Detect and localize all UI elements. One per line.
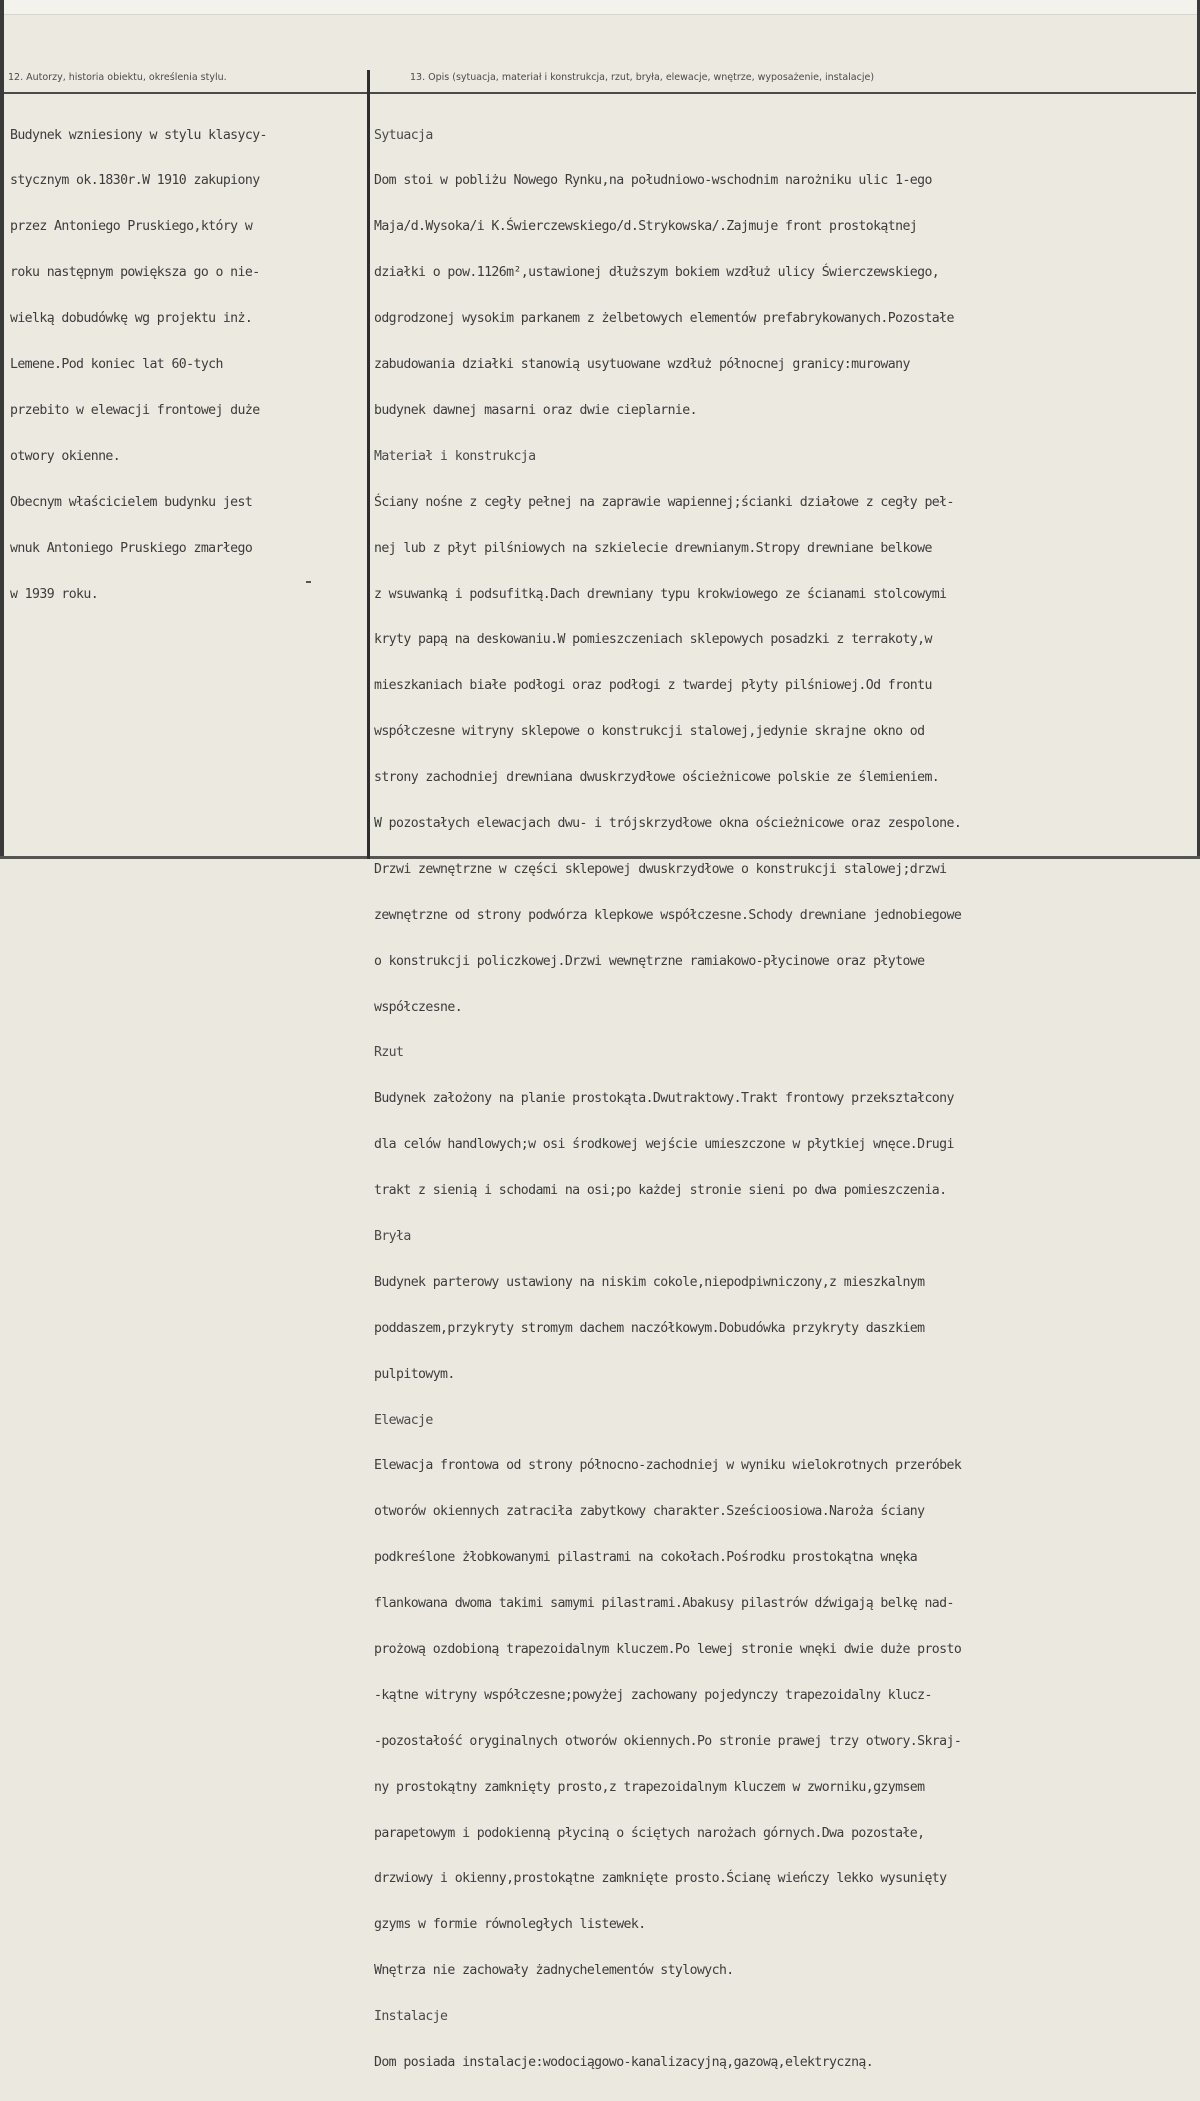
text-line: otworów okiennych zatraciła zabytkowy charakter.Sześcioosiowa.Naroża ściany (374, 1504, 925, 1520)
text-line: przez Antoniego Pruskiego,który w (10, 219, 253, 235)
text-line: Lemene.Pod koniec lat 60-tych (10, 357, 223, 373)
text-line: prożową ozdobioną trapezoidalnym kluczem.Po lewej stronie wnęki dwie duże prosto (374, 1641, 962, 1657)
text-line: współczesne. (374, 999, 463, 1015)
text-line: przebito w elewacji frontowej duże (10, 402, 260, 418)
text-line: flankowana dwoma takimi samymi pilastrami.Abakusy pilastrów dźwigają belkę nad- (374, 1596, 954, 1612)
subheading-elewacje: Elewacje (374, 1412, 433, 1428)
text-line: otwory okienne. (10, 448, 121, 464)
text-line: pulpitowym. (374, 1366, 455, 1382)
text-line: o konstrukcji policzkowej.Drzwi wewnętrzne ramiakowo-płycinowe oraz płytowe (374, 953, 925, 969)
text-line: Dom stoi w pobliżu Nowego Rynku,na południowo-wschodnim narożniku ulic 1-ego (374, 173, 932, 189)
card-left-edge (0, 0, 4, 859)
text-line: Drzwi zewnętrzne w części sklepowej dwuskrzydłowe o konstrukcji stalowej;drzwi (374, 861, 947, 877)
text-line: stycznym ok.1830r.W 1910 zakupiony (10, 173, 260, 189)
subheading-material: Materiał i konstrukcja (374, 448, 536, 464)
text-line: Elewacja frontowa od strony północno-zachodniej w wyniku wielokrotnych przeróbek (374, 1458, 962, 1474)
stray-pencil-mark (306, 581, 311, 583)
text-line: ny prostokątny zamknięty prosto,z trapezoidalnym kluczem w zworniku,gzymsem (374, 1779, 925, 1795)
text-line: mieszkaniach białe podłogi oraz podłogi z twardej płyty pilśniowej.Od frontu (374, 678, 932, 694)
text-line: Ściany nośne z cegły pełnej na zaprawie wapiennej;ścianki działowe z cegły peł- (374, 494, 954, 510)
text-line: kryty papą na deskowaniu.W pomieszczeniach sklepowych posadzki z terrakoty,w (374, 632, 932, 648)
text-line: poddaszem,przykryty stromym dachem naczółkowym.Dobudówka przykryty daszkiem (374, 1320, 925, 1336)
text-line: Budynek parterowy ustawiony na niskim cokole,niepodpiwniczony,z mieszkalnym (374, 1274, 925, 1290)
text-line: Obecnym właścicielem budynku jest (10, 494, 253, 510)
section-13-header: 13. Opis (sytuacja, materiał i konstrukcja, rzut, bryła, elewacje, wnętrze, wyposażenie, instalacje) (410, 72, 875, 83)
text-line: strony zachodniej drewniana dwuskrzydłowe ościeżnicowe polskie ze ślemieniem. (374, 770, 940, 786)
text-line: współczesne witryny sklepowe o konstrukcji stalowej,jedynie skrajne okno od (374, 724, 925, 740)
text-line: nej lub z płyt pilśniowych na szkielecie drewnianym.Stropy drewniane belkowe (374, 540, 932, 556)
header-divider (4, 92, 1196, 94)
text-line: podkreślone żłobkowanymi pilastrami na cokołach.Pośrodku prostokątna wnęka (374, 1550, 918, 1566)
text-line: odgrodzonej wysokim parkanem z żelbetowych elementów prefabrykowanych.Pozostałe (374, 311, 954, 327)
subheading-bryla: Bryła (374, 1228, 411, 1244)
card-top-edge (0, 0, 1200, 15)
text-line: w 1939 roku. (10, 586, 99, 602)
text-line: z wsuwanką i podsufitką.Dach drewniany typu krokwiowego ze ścianami stolcowymi (374, 586, 947, 602)
text-line: W pozostałych elewacjach dwu- i trójskrzydłowe okna ościeżnicowe oraz zespolone. (374, 815, 962, 831)
text-line: roku następnym powiększa go o nie- (10, 265, 260, 281)
text-line: gzyms w formie równoległych listewek. (374, 1917, 646, 1933)
text-line: trakt z sienią i schodami na osi;po każdej stronie sieni po dwa pomieszczenia. (374, 1183, 947, 1199)
subheading-sytuacja: Sytuacja (374, 127, 433, 143)
text-line: Wnętrza nie zachowały żadnychelementów stylowych. (374, 1963, 734, 1979)
text-line: zabudowania działki stanowią usytuowane wzdłuż północnej granicy:murowany (374, 357, 910, 373)
text-line: parapetowym i podokienną płyciną o ściętych narożach górnych.Dwa pozostałe, (374, 1825, 925, 1841)
subheading-rzut: Rzut (374, 1045, 404, 1061)
text-line: zewnętrzne od strony podwórza klepkowe współczesne.Schody drewniane jednobiegowe (374, 907, 962, 923)
description-text (374, 97, 1194, 2101)
text-line: wielką dobudówkę wg projektu inż. (10, 311, 253, 327)
column-divider (367, 70, 370, 859)
text-line: Budynek wzniesiony w stylu klasycy- (10, 127, 267, 143)
text-line: wnuk Antoniego Pruskiego zmarłego (10, 540, 253, 556)
authors-history-text (10, 97, 362, 632)
section-12-header: 12. Autorzy, historia obiektu, określenia stylu. (8, 72, 227, 83)
text-line: -pozostałość oryginalnych otworów okiennych.Po stronie prawej trzy otwory.Skraj- (374, 1733, 962, 1749)
text-line: dla celów handlowych;w osi środkowej wejście umieszczone w płytkiej wnęce.Drugi (374, 1137, 954, 1153)
subheading-instalacje: Instalacje (374, 2009, 448, 2025)
text-line: Budynek założony na planie prostokąta.Dwutraktowy.Trakt frontowy przekształcony (374, 1091, 954, 1107)
text-line: Maja/d.Wysoka/i K.Świerczewskiego/d.Strykowska/.Zajmuje front prostokątnej (374, 219, 918, 235)
text-line: budynek dawnej masarni oraz dwie cieplarnie. (374, 402, 697, 418)
text-line: drzwiowy i okienny,prostokątne zamknięte prosto.Ścianę wieńczy lekko wysunięty (374, 1871, 947, 1887)
text-line: -kątne witryny współczesne;powyżej zachowany pojedynczy trapezoidalny klucz- (374, 1687, 932, 1703)
text-line: Dom posiada instalacje:wodociągowo-kanalizacyjną,gazową,elektryczną. (374, 2055, 874, 2070)
text-line: działki o pow.1126m²,ustawionej dłuższym bokiem wzdłuż ulicy Świerczewskiego, (374, 265, 940, 281)
